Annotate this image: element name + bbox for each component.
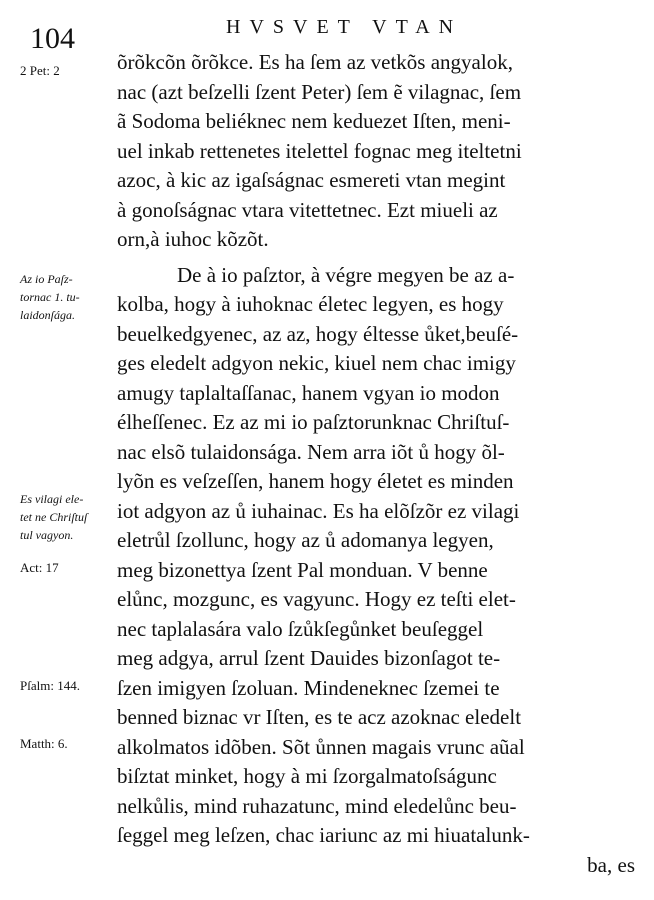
text-line: alkolmatos idõben. Sõt ůnnen magais vrunc aũal [117, 734, 525, 759]
text-line: biſztat minket, hogy à mi ſzorgalmatoſságunc [117, 764, 497, 788]
text-line: iot adgyon az ů iuhainac. Es ha elõſzõr ez vilagi [117, 498, 520, 523]
text-line: lyõn es veſzeſſen, hanem hogy életet es minden [117, 469, 514, 493]
margin-note-vilagi-line-3: tul vagyon. [20, 528, 74, 542]
text-line: ã Sodoma beliéknec nem keduezet Iſten, meni- [117, 109, 511, 133]
catchword: ba, es [587, 852, 635, 877]
text-line: meg bizonettya ſzent Pal monduan. V benne [117, 557, 488, 582]
paragraph-first-line: De à io paſztor, à végre megyen be az a- [177, 262, 515, 287]
page-number: 104 [30, 22, 75, 55]
text-line: orn,à iuhoc kõzõt. [117, 227, 269, 251]
margin-note-io-pasztor-line-2: tornac 1. tu- [20, 290, 80, 304]
margin-note-io-pasztor-line-3: laidonſága. [20, 308, 76, 322]
text-line: élheſſenec. Ez az mi io paſztorunknac Chriſtuſ- [117, 410, 510, 434]
margin-note-matth: Matth: 6. [20, 736, 68, 751]
margin-note-io-pasztor-line-1: Az io Paſz- [20, 272, 73, 286]
text-line: ges eledelt adgyon nekic, kiuel nem chac imigy [117, 351, 516, 375]
text-line: kolba, hogy à iuhoknac életec legyen, es hogy [117, 292, 504, 316]
margin-note-act: Act: 17 [20, 560, 59, 575]
text-line: elůnc, mozgunc, es vagyunc. Hogy ez teſti elet- [117, 587, 516, 611]
text-line: azoc, à kic az igaſságnac esmereti vtan megint [117, 168, 506, 192]
text-line: ſeggel meg leſzen, chac iariunc az mi hiuatalunk- [117, 823, 530, 847]
text-line: õrõkcõn õrõkce. Es ha ſem az vetkõs angyalok, [117, 50, 513, 74]
margin-note-2-pet: 2 Pet: 2 [20, 63, 60, 78]
running-head: HVSVET VTAN [226, 16, 463, 38]
text-line: amugy taplaltaſſanac, hanem vgyan io modon [117, 380, 500, 405]
text-line: nac elsõ tulaidonsága. Nem arra iõt ů hogy õl- [117, 439, 505, 464]
margin-note-vilagi-line-1: Es vilagi ele- [20, 492, 84, 506]
text-line: uel inkab rettenetes itelettel fognac meg iteltetni [117, 138, 522, 163]
margin-note-psalm: Pſalm: 144. [20, 678, 80, 693]
text-line: à gonoſságnac vtara vitettetnec. Ezt miueli az [117, 197, 498, 222]
text-line: nac (azt beſzelli ſzent Peter) ſem ẽ vilagnac, ſem [117, 79, 522, 104]
margin-note-vilagi-line-2: tet ne Chriſtuſ [20, 510, 88, 524]
text-line: meg adgya, arrul ſzent Dauides bizonſagot te- [117, 646, 501, 670]
body-text [117, 48, 637, 880]
text-line: benned biznac vr Iſten, es te acz azoknac eledelt [117, 705, 522, 729]
text-line: nec taplalasára valo ſzůkſegůnket beuſeggel [117, 616, 484, 641]
text-line: eletrůl ſzollunc, hogy az ů adomanya legyen, [117, 528, 494, 552]
margin-notes [0, 0, 118, 900]
text-line: nelkůlis, mind ruhazatunc, mind eledelůnc beu- [117, 793, 517, 818]
text-line: beuelkedgyenec, az az, hogy éltesse ůket,beuſé- [117, 321, 519, 346]
text-line: ſzen imigyen ſzoluan. Mindeneknec ſzemei te [117, 675, 500, 700]
